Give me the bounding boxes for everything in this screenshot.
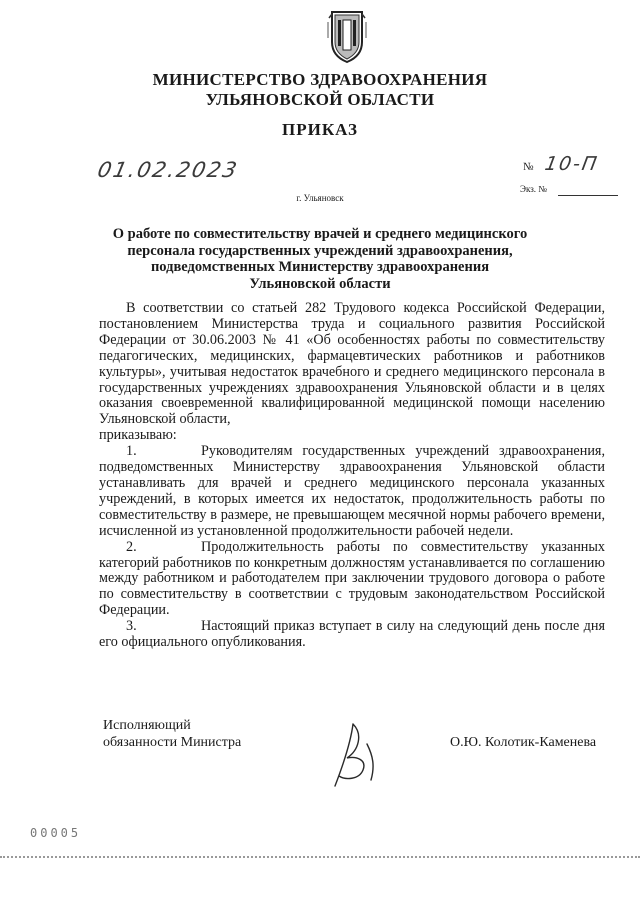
order-item: [99, 444, 605, 539]
item-text: Настоящий приказ вступает в силу на следующий день после дня его официального опубликования.: [99, 618, 605, 651]
city-label: г. Ульяновск: [296, 193, 344, 203]
document-type-title: ПРИКАЗ: [282, 120, 358, 139]
order-item: [99, 619, 605, 651]
order-body: [99, 301, 605, 651]
signer-position-line1: Исполняющий: [103, 718, 191, 733]
subject-line: О работе по совместительству врачей и среднего медицинского: [112, 226, 528, 242]
signer-position: [103, 718, 241, 751]
page-stamp: 00005: [30, 826, 82, 840]
ministry-name-line1: МИНИСТЕРСТВО ЗДРАВООХРАНЕНИЯ: [152, 70, 488, 89]
order-date: 01.02.2023: [95, 158, 241, 182]
order-subject: [100, 226, 540, 292]
signer-name: О.Ю. Колотик-Каменева: [450, 735, 597, 750]
item-text: Продолжительность работы по совместительству указанных категорий работников по конкретным должностям устанавливается по соглашению между работником и работодателем при заключении трудового договора о работе по совместительству в соответствии с трудовым законодательством Российской Федерации.: [99, 538, 605, 619]
copy-number-label: Экз. №: [520, 184, 547, 194]
item-text: Руководителям государственных учреждений здравоохранения, подведомственных Министерству здравоохранения Ульяновской области устанавливать для врачей и среднего медицинского персонала указанных учреждений, в которых имеется их недостаток, продолжительность работы по совместительству в размере, не превышающем месячной нормы рабочего времени, исчисленной из установленной продолжительности рабочей недели.: [99, 443, 605, 539]
item-number: 2.: [126, 538, 137, 555]
item-number: 1.: [126, 443, 137, 460]
subject-line: подведомственных Министерству здравоохранения: [150, 259, 490, 275]
order-word: приказываю:: [99, 427, 177, 444]
scan-edge-line: [0, 856, 640, 858]
preamble-paragraph: В соответствии со статьей 282 Трудового кодекса Российской Федерации, постановлением Министерства труда и социального развития Российской Федерации от 30.06.2003 № 41 «Об особенностях работы по совместительству педагогических, медицинских, фармацевтических работников и работников культуры», учитывая недостаток врачебного и среднего медицинского персонала в государственных учреждениях здравоохранения Ульяновской области и в целях оказания своевременной квалифицированной медицинской помощи населению Ульяновской области,: [99, 300, 605, 428]
item-number: 3.: [126, 618, 137, 635]
order-item: [99, 540, 605, 620]
order-number-label: №: [523, 161, 534, 173]
coat-of-arms-icon: [324, 8, 370, 64]
subject-line: персонала государственных учреждений здравоохранения,: [127, 242, 513, 259]
ministry-name-line2: УЛЬЯНОВСКОЙ ОБЛАСТИ: [205, 90, 435, 109]
signer-position-line2: обязанности Министра: [103, 734, 242, 750]
handwritten-signature: [323, 720, 383, 790]
order-number: 10-П: [543, 153, 601, 175]
subject-line: Ульяновской области: [249, 275, 391, 292]
